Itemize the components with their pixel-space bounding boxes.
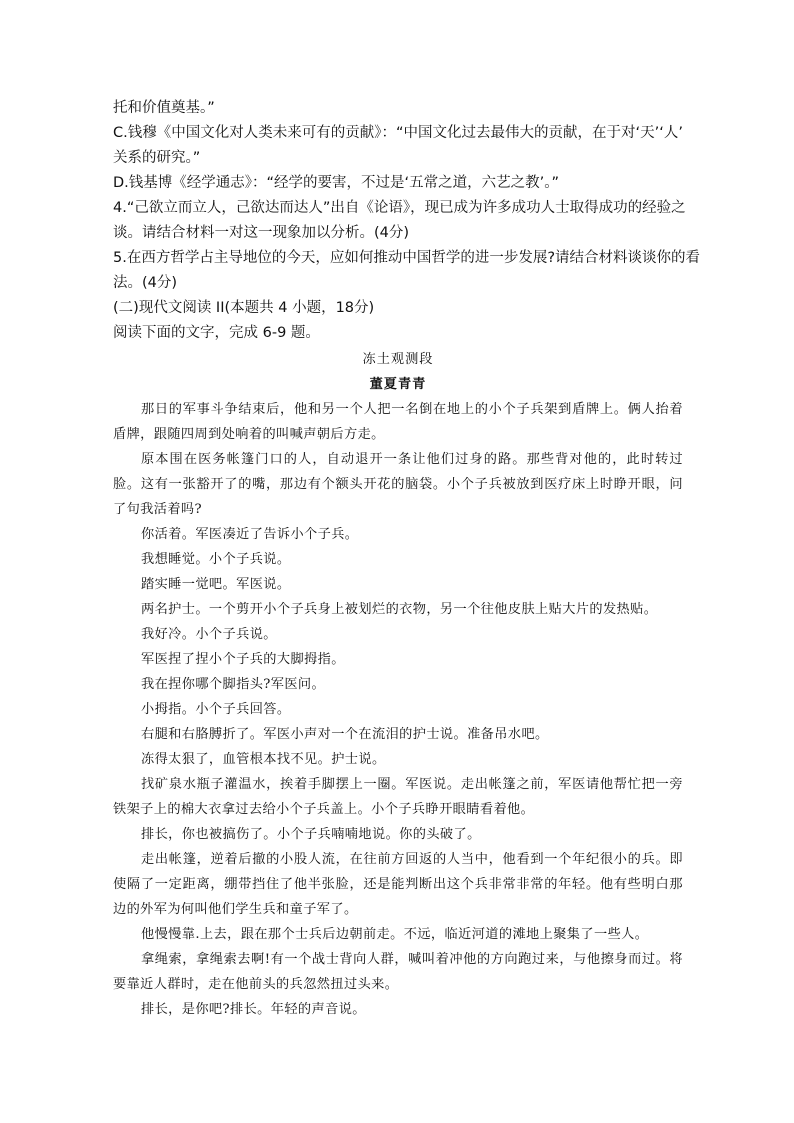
question-5-line: 法。(4分) (113, 275, 178, 291)
option-d-line: D.钱基博《经学通志》：“经学的要害，不过是‘五常之道，六艺之教’。” (113, 175, 560, 191)
story-paragraph: 军医捏了捏小个子兵的大脚拇指。 (141, 652, 345, 667)
story-paragraph: 原本围在医务帐篷门口的人，自动退开一条让他们过身的路。那些背对他的，此时转过脸。这有一张豁开了的嘴，那边有个额头开花的脑袋。小个子兵被放到医疗床上时睁开眼，问了句我活着吗? (113, 452, 683, 517)
story-paragraph: 拿绳索，拿绳索去啊!有一个战士背向人群，喊叫着冲他的方向跑过来，与他擦身而过。将要靠近人群时，走在他前头的兵忽然扭过头来。 (113, 952, 683, 992)
story-paragraph: 我在捏你哪个脚指头?军医问。 (141, 677, 326, 692)
story-paragraph: 排长，是你吧?排长。年轻的声音说。 (141, 1002, 366, 1017)
story-paragraph: 找矿泉水瓶子灌温水，挨着手脚摆上一圈。军医说。走出帐篷之前，军医请他帮忙把一旁铁架子上的棉大衣拿过去给小个子兵盖上。小个子兵睁开眼睛看着他。 (113, 777, 683, 817)
story-paragraph: 踏实睡一觉吧。军医说。 (141, 577, 291, 592)
question-4-line: 谈。请结合材料一对这一现象加以分析。(4分) (113, 225, 410, 241)
text-line: 托和价值奠基。” (113, 100, 215, 116)
story-paragraph: 右腿和右胳膊折了。军医小声对一个在流泪的护士说。准备吊水吧。 (141, 727, 549, 742)
story-paragraph: 那日的军事斗争结束后，他和另一个人把一名倒在地上的小个子兵架到盾牌上。俩人抬着盾牌，跟随四周到处响着的叫喊声朝后方走。 (113, 402, 683, 442)
story-section (113, 347, 683, 1022)
story-paragraph: 他慢慢靠.上去，跟在那个士兵后边朝前走。不远，临近河道的滩地上聚集了一些人。 (141, 927, 649, 942)
story-paragraph: 走出帐篷，逆着后撤的小股人流，在往前方回返的人当中，他看到一个年纪很小的兵。即使隔了一定距离，绷带挡住了他半张脸，还是能判断出这个兵非常非常的年轻。他有些明白那边的外军为何叫他们学生兵和童子军了。 (113, 852, 683, 917)
story-paragraph: 排长，你也被搞伤了。小个子兵喃喃地说。你的头破了。 (141, 827, 481, 842)
option-c-line: C.钱穆《中国文化对人类未来可有的贡献》：“中国文化过去最伟大的贡献，在于对‘天’‘人’ (113, 125, 683, 141)
question-4-line: 4.“己欲立而立人，己欲达而达人”出自《论语》，现已成为许多成功人士取得成功的经验之 (113, 200, 686, 216)
story-paragraph: 冻得太狠了，血管根本找不见。护士说。 (141, 752, 386, 767)
section-header: (二)现代文阅读 II(本题共 4 小题，18分) (113, 300, 375, 316)
instruction: 阅读下面的文字，完成 6-9 题。 (113, 325, 320, 341)
option-c-line: 关系的研究。” (113, 150, 201, 166)
question-section (113, 96, 701, 346)
story-paragraph: 你活着。军医凑近了告诉小个子兵。 (141, 527, 359, 542)
story-paragraph: 我想睡觉。小个子兵说。 (141, 552, 291, 567)
story-paragraph: 小拇指。小个子兵回答。 (141, 702, 291, 717)
story-paragraph: 两名护士。一个剪开小个子兵身上被划烂的衣物，另一个往他皮肤上贴大片的发热贴。 (141, 602, 658, 617)
story-paragraph: 我好冷。小个子兵说。 (141, 627, 277, 642)
story-author: 董夏青青 (369, 377, 427, 392)
story-title: 冻土观测段 (362, 352, 434, 367)
question-5-line: 5.在西方哲学占主导地位的今天，应如何推动中国哲学的进一步发展?请结合材料谈谈你的看 (113, 250, 701, 266)
